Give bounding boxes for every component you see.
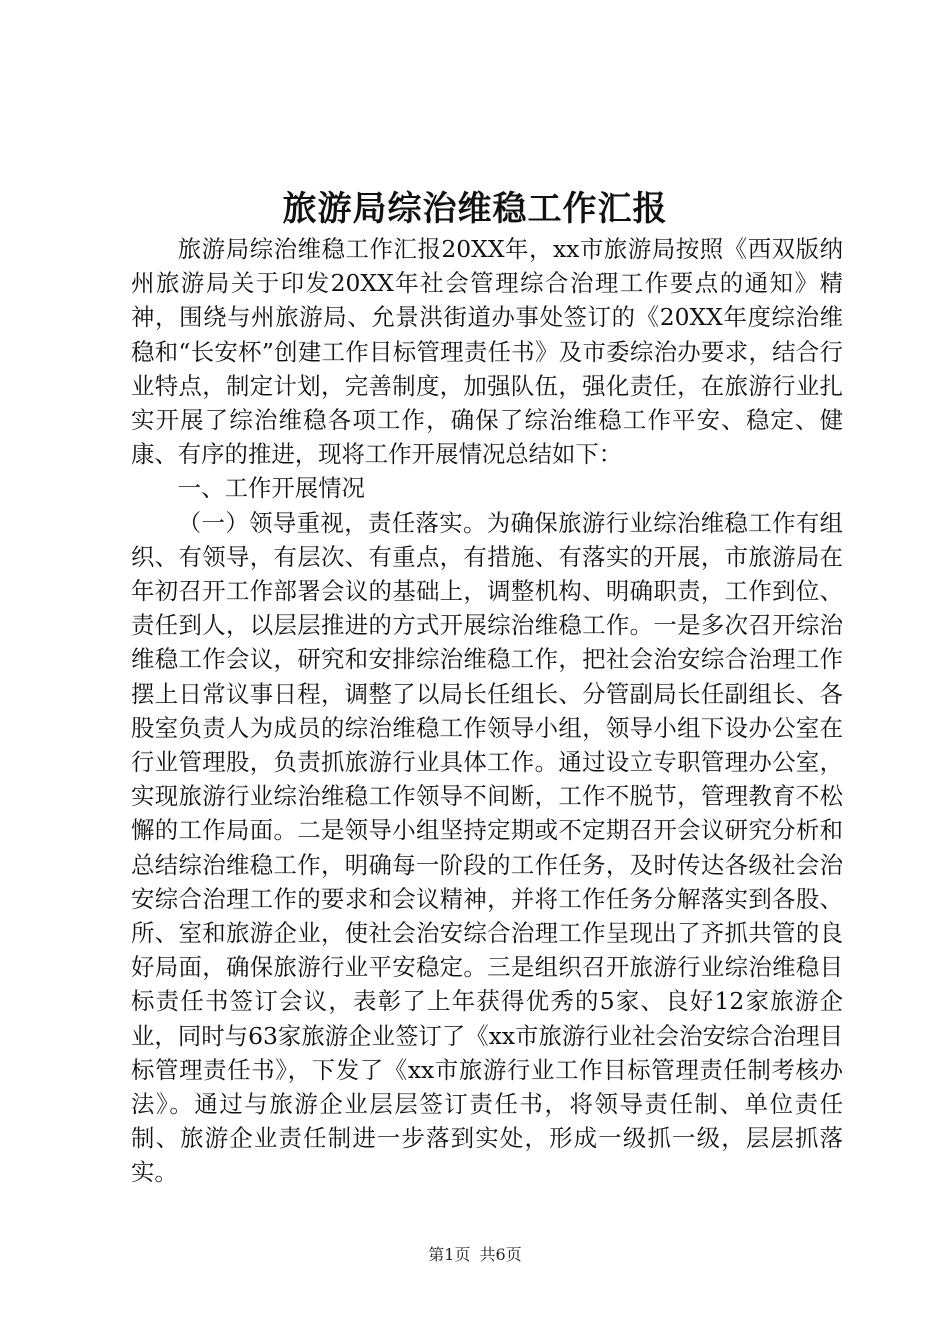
document-title: 旅游局综治维稳工作汇报 <box>282 189 668 229</box>
page-total: 共6页 <box>479 1245 522 1264</box>
paragraph-intro: 旅游局综治维稳工作汇报20XX年，xx市旅游局按照《西双版纳州旅游局关于印发20XX年社会管理综合治理工作要点的通知》精神，围绕与州旅游局、允景洪街道办事处签订的《20XX年度综治维稳和“长安杯”创建工作目标管理责任书》及市委综治办要求，结合行业特点，制定计划，完善制度，加强队伍，强化责任，在旅游行业扎实开展了综治维稳各项工作，确保了综治维稳工作平安、稳定、健康、有序的推进，现将工作开展情况总结如下： <box>131 235 843 469</box>
paragraph-leadership: （一）领导重视，责任落实。为确保旅游行业综治维稳工作有组织、有领导，有层次、有重点，有措施、有落实的开展，市旅游局在年初召开工作部署会议的基础上，调整机构、明确职责，工作到位、责任到人，以层层推进的方式开展综治维稳工作。一是多次召开综治维稳工作会议，研究和安排综治维稳工作，把社会治安综合治理工作摆上日常议事日程，调整了以局长任组长、分管副局长任副组长、各股室负责人为成员的综治维稳工作领导小组，领导小组下设办公室在行业管理股，负责抓旅游行业具体工作。通过设立专职管理办公室，实现旅游行业综治维稳工作领导不间断，工作不脱节，管理教育不松懈的工作局面。二是领导小组坚持定期或不定期召开会议研究分析和总结综治维稳工作，明确每一阶段的工作任务，及时传达各级社会治安综合治理工作的要求和会议精神，并将工作任务分解落实到各股、所、室和旅游企业，使社会治安综合治理工作呈现出了齐抓共管的良好局面，确保旅游行业平安稳定。三是组织召开旅游行业综治维稳目标责任书签订会议，表彰了上年获得优秀的5家、良好12家旅游企业，同时与63家旅游企业签订了《xx市旅游行业社会治安综合治理目标管理责任书》，下发了《xx市旅游行业工作目标管理责任制考核办法》。通过与旅游企业层层签订责任书，将领导责任制、单位责任制、旅游企业责任制进一步落到实处，形成一级抓一级，层层抓落实。 <box>131 508 843 1187</box>
document-body <box>131 232 843 1190</box>
page-number: 第1页 <box>428 1245 471 1264</box>
section-heading: 一、工作开展情况 <box>177 474 365 503</box>
page-footer <box>0 1245 950 1265</box>
